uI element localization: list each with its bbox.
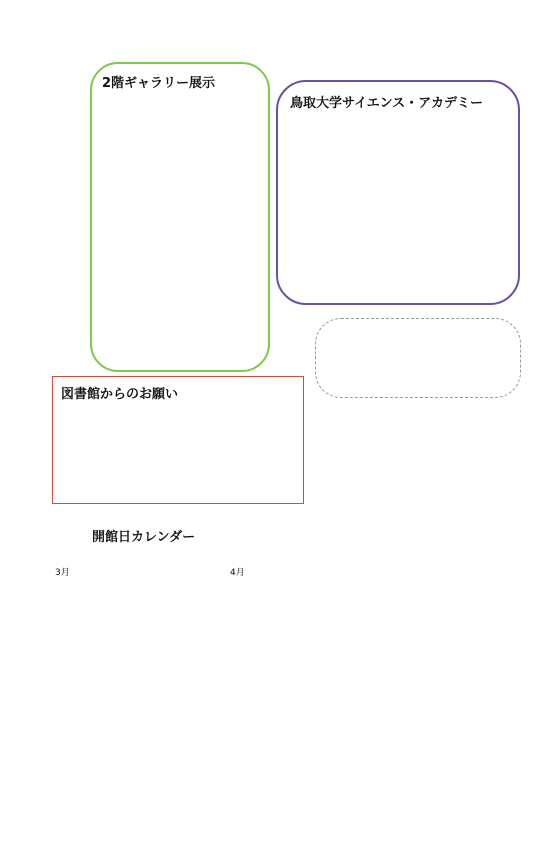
academy-title: 鳥取大学サイエンス・アカデミー [290,96,484,111]
gallery-exhibit-panel [90,62,270,372]
calendar-legend [52,735,522,783]
library-title: 図書館からのお願い [61,387,179,402]
april-label: 4月 [230,568,245,578]
calendar-title: 開館日カレンダー [92,530,196,545]
april-calendar [230,567,402,702]
library-request-panel [52,376,304,504]
march-label: 3月 [55,568,70,578]
opening-hours [395,580,535,700]
gallery-title: 2階ギャラリー展示 [102,76,216,91]
science-academy-panel [276,80,520,305]
twitter-notice-panel [315,318,521,398]
march-calendar [55,567,227,702]
